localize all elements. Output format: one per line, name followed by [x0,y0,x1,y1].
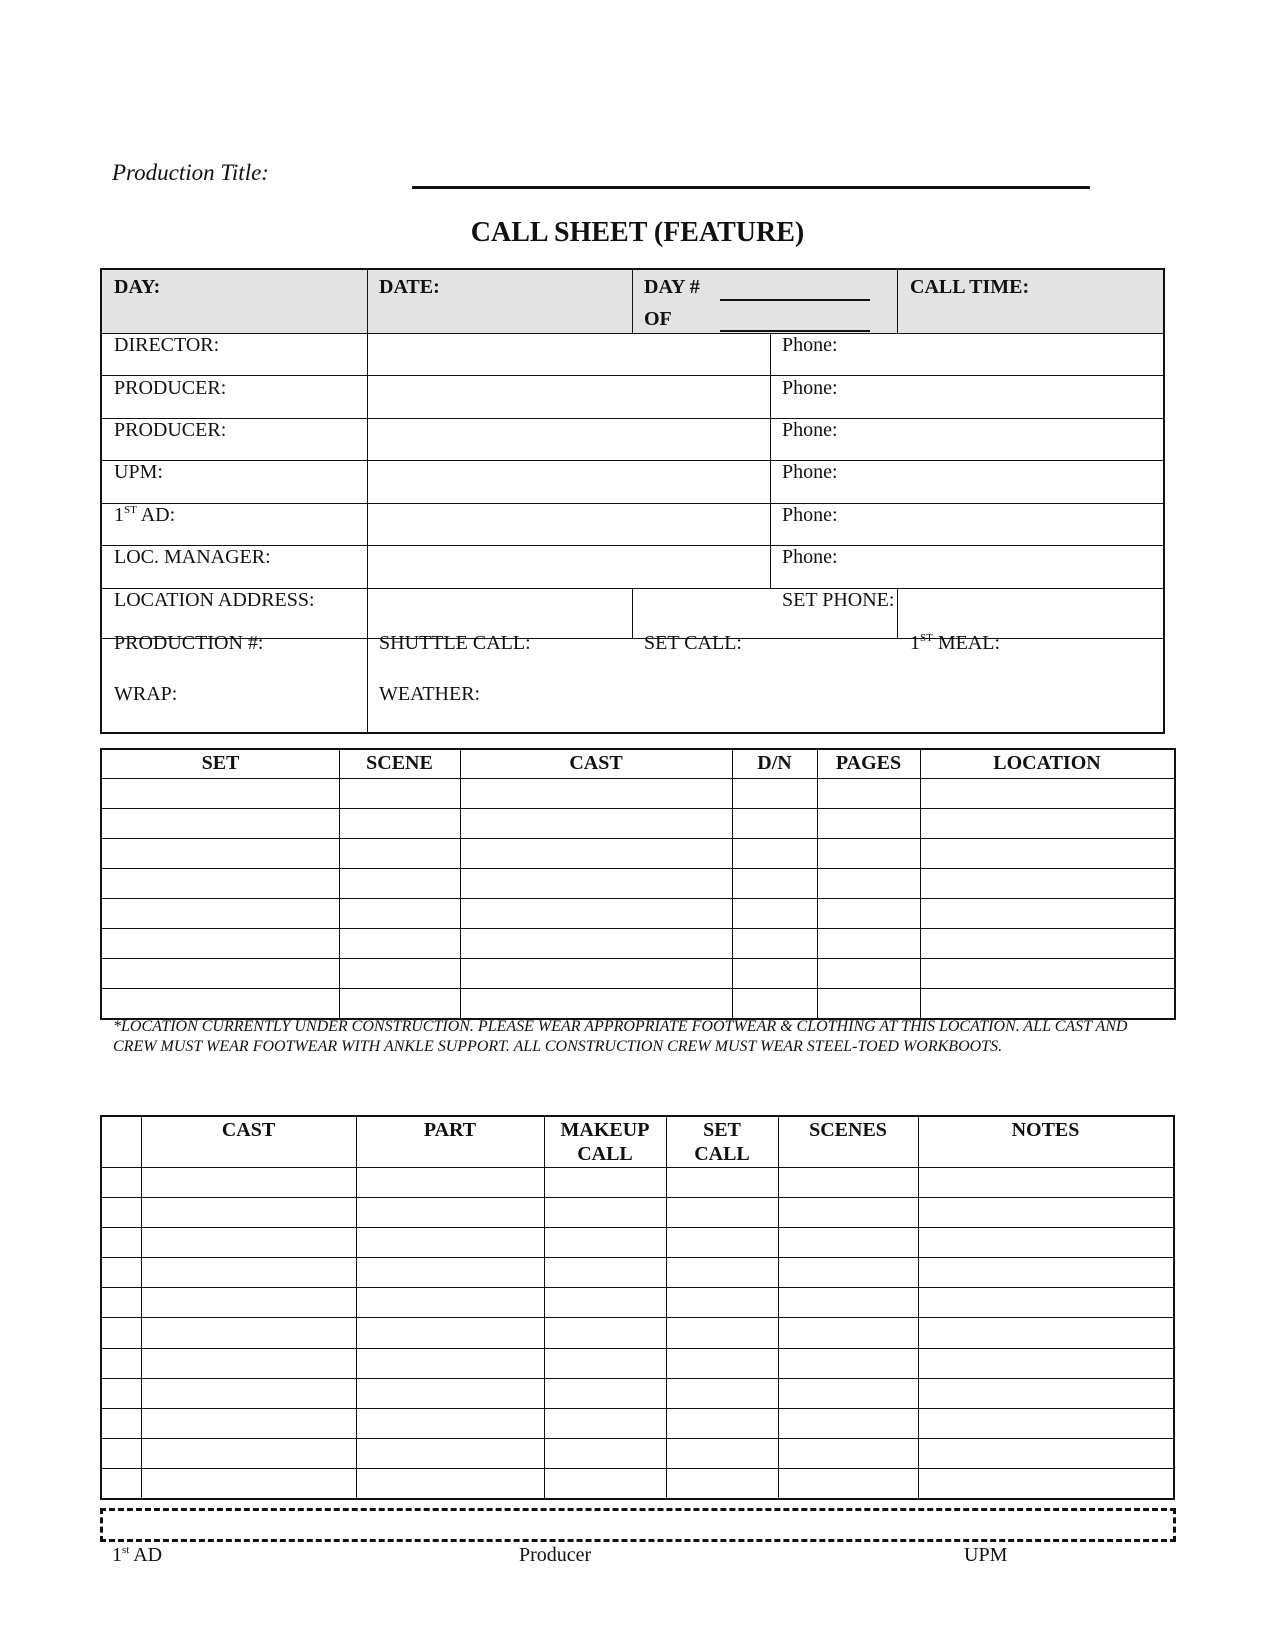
cast-cell[interactable] [141,1348,356,1378]
schedule-cell[interactable] [817,988,920,1018]
cast-cell[interactable] [102,1227,141,1257]
cast-cell[interactable] [918,1378,1173,1408]
day-number-field[interactable] [720,299,870,301]
schedule-cell[interactable] [920,958,1174,988]
cast-cell[interactable] [666,1317,778,1347]
schedule-cell[interactable] [732,778,817,808]
schedule-table [100,748,1176,1020]
cast-cell[interactable] [778,1378,918,1408]
schedule-cell[interactable] [339,898,460,928]
cast-cell[interactable] [544,1348,666,1378]
shuttle-call-label: SHUTTLE CALL: [379,632,531,654]
schedule-cell[interactable] [102,838,339,868]
schedule-cell[interactable] [732,808,817,838]
schedule-cell[interactable] [460,778,732,808]
cast-cell[interactable] [666,1227,778,1257]
schedule-header-dn: D/N [757,752,792,774]
wrap-label: WRAP: [114,683,178,705]
signature-box[interactable] [100,1508,1176,1542]
cast-cell[interactable] [544,1317,666,1347]
schedule-header-pages: PAGES [835,752,902,774]
schedule-cell[interactable] [339,778,460,808]
cast-cell[interactable] [141,1197,356,1227]
schedule-cell[interactable] [920,778,1174,808]
cast-cell[interactable] [778,1348,918,1378]
schedule-cell[interactable] [102,868,339,898]
cast-cell[interactable] [544,1167,666,1197]
schedule-cell[interactable] [920,808,1174,838]
schedule-cell[interactable] [732,928,817,958]
cast-cell[interactable] [356,1167,544,1197]
cast-cell[interactable] [544,1257,666,1287]
cast-cell[interactable] [778,1197,918,1227]
schedule-cell[interactable] [920,838,1174,868]
cast-cell[interactable] [544,1378,666,1408]
producer-signature-label: Producer [519,1544,592,1566]
cast-cell[interactable] [141,1167,356,1197]
schedule-header-location: LOCATION [993,752,1101,774]
cast-cell[interactable] [102,1317,141,1347]
cast-cell[interactable] [102,1468,141,1498]
cast-cell[interactable] [918,1348,1173,1378]
schedule-cell[interactable] [817,778,920,808]
schedule-cell[interactable] [339,928,460,958]
loc-manager-phone-label: Phone: [782,546,838,568]
cast-cell[interactable] [918,1438,1173,1468]
first-ad-label: 1ST AD: [114,504,176,526]
cast-cell[interactable] [778,1468,918,1498]
cast-cell[interactable] [778,1227,918,1257]
schedule-cell[interactable] [460,958,732,988]
schedule-cell[interactable] [339,958,460,988]
schedule-cell[interactable] [920,928,1174,958]
cast-cell[interactable] [356,1348,544,1378]
day-number-label: DAY # [644,276,700,298]
cast-cell[interactable] [778,1317,918,1347]
cast-header-part: PART [423,1119,477,1141]
schedule-cell[interactable] [920,898,1174,928]
schedule-cell[interactable] [920,988,1174,1018]
schedule-cell[interactable] [460,988,732,1018]
schedule-cell[interactable] [732,988,817,1018]
schedule-cell[interactable] [102,778,339,808]
production-number-label: PRODUCTION #: [114,632,264,654]
cast-cell[interactable] [141,1378,356,1408]
cast-cell[interactable] [666,1287,778,1317]
production-title-field[interactable] [412,186,1090,189]
cast-cell[interactable] [141,1287,356,1317]
cast-cell[interactable] [356,1227,544,1257]
cast-cell[interactable] [356,1197,544,1227]
production-title-label: Production Title: [112,160,269,185]
cast-cell[interactable] [778,1287,918,1317]
cast-header-cast: CAST [221,1119,276,1141]
cast-table [100,1115,1175,1500]
cast-cell[interactable] [102,1167,141,1197]
schedule-cell[interactable] [817,898,920,928]
cast-cell[interactable] [356,1317,544,1347]
schedule-cell[interactable] [102,898,339,928]
weather-label: WEATHER: [379,683,481,705]
loc-manager-label: LOC. MANAGER: [114,546,271,568]
cast-cell[interactable] [918,1408,1173,1438]
schedule-cell[interactable] [339,988,460,1018]
schedule-cell[interactable] [732,958,817,988]
first-meal-label: 1ST MEAL: [910,632,1001,654]
director-phone-label: Phone: [782,334,838,356]
document-title: CALL SHEET (FEATURE) [470,217,805,248]
cast-cell[interactable] [666,1408,778,1438]
schedule-cell[interactable] [460,868,732,898]
call-time-label: CALL TIME: [910,276,1030,298]
cast-cell[interactable] [141,1257,356,1287]
schedule-cell[interactable] [817,808,920,838]
cast-cell[interactable] [666,1197,778,1227]
cast-cell[interactable] [102,1438,141,1468]
of-label: OF [644,308,672,330]
schedule-cell[interactable] [460,838,732,868]
cast-cell[interactable] [544,1227,666,1257]
upm-label: UPM: [114,461,163,483]
cast-cell[interactable] [141,1468,356,1498]
cast-cell[interactable] [666,1348,778,1378]
cast-cell[interactable] [918,1167,1173,1197]
cast-cell[interactable] [666,1438,778,1468]
schedule-cell[interactable] [920,868,1174,898]
schedule-cell[interactable] [732,898,817,928]
date-label: DATE: [379,276,440,298]
cast-cell[interactable] [778,1167,918,1197]
cast-cell[interactable] [666,1468,778,1498]
cast-cell[interactable] [918,1317,1173,1347]
cast-cell[interactable] [544,1287,666,1317]
cast-header-makeupcall: MAKEUP CALL [560,1119,650,1165]
cast-header-setcall: SET CALL [694,1119,750,1165]
schedule-cell[interactable] [817,928,920,958]
day-label: DAY: [114,276,161,298]
schedule-cell[interactable] [732,838,817,868]
cast-cell[interactable] [141,1317,356,1347]
schedule-cell[interactable] [102,808,339,838]
cast-cell[interactable] [102,1408,141,1438]
cast-cell[interactable] [102,1348,141,1378]
cast-cell[interactable] [918,1257,1173,1287]
schedule-cell[interactable] [817,838,920,868]
cast-cell[interactable] [102,1257,141,1287]
set-call-label: SET CALL: [644,632,742,654]
cast-cell[interactable] [666,1257,778,1287]
schedule-cell[interactable] [102,928,339,958]
cast-cell[interactable] [356,1257,544,1287]
upm-phone-label: Phone: [782,461,838,483]
producer-phone-label: Phone: [782,377,838,399]
schedule-header-cast: CAST [569,752,623,774]
cast-cell[interactable] [102,1197,141,1227]
schedule-cell[interactable] [817,958,920,988]
cast-header-scenes: SCENES [809,1119,887,1141]
schedule-cell[interactable] [732,868,817,898]
cast-cell[interactable] [356,1378,544,1408]
cast-cell[interactable] [356,1438,544,1468]
cast-cell[interactable] [778,1257,918,1287]
schedule-cell[interactable] [339,838,460,868]
call-info-box [100,268,1165,734]
schedule-cell[interactable] [460,808,732,838]
cast-cell[interactable] [356,1468,544,1498]
schedule-cell[interactable] [339,808,460,838]
cast-cell[interactable] [102,1378,141,1408]
cast-cell[interactable] [544,1468,666,1498]
cast-cell[interactable] [778,1408,918,1438]
cast-cell[interactable] [918,1227,1173,1257]
producer-2-phone-label: Phone: [782,419,838,441]
upm-signature-label: UPM [964,1544,1008,1566]
schedule-header-scene: SCENE [366,752,433,774]
cast-cell[interactable] [544,1438,666,1468]
schedule-cell[interactable] [460,928,732,958]
producer-2-label: PRODUCER: [114,419,227,441]
schedule-cell[interactable] [102,988,339,1018]
cast-cell[interactable] [102,1287,141,1317]
set-phone-label: SET PHONE: [782,589,895,611]
schedule-header-set: SET [201,752,240,774]
cast-cell[interactable] [918,1468,1173,1498]
cast-cell[interactable] [666,1378,778,1408]
cast-cell[interactable] [141,1438,356,1468]
of-field[interactable] [720,330,870,332]
schedule-cell[interactable] [102,958,339,988]
schedule-cell[interactable] [817,868,920,898]
cast-cell[interactable] [666,1167,778,1197]
schedule-cell[interactable] [339,868,460,898]
cast-cell[interactable] [141,1408,356,1438]
cast-cell[interactable] [356,1287,544,1317]
cast-header-notes: NOTES [1011,1119,1080,1141]
cast-cell[interactable] [544,1197,666,1227]
producer-label: PRODUCER: [114,377,227,399]
cast-cell[interactable] [356,1408,544,1438]
location-address-label: LOCATION ADDRESS: [114,589,315,611]
cast-cell[interactable] [918,1287,1173,1317]
first-ad-phone-label: Phone: [782,504,838,526]
cast-cell[interactable] [778,1438,918,1468]
cast-cell[interactable] [544,1408,666,1438]
location-note: *LOCATION CURRENTLY UNDER CONSTRUCTION. PLEASE WEAR APPROPRIATE FOOTWEAR & CLOTHING AT THIS LOCATION. ALL CAST AND CREW MUST WEAR FOOTWEAR WITH ANKLE SUPPORT. ALL CONSTRUCTION CREW MUST WEAR STEEL-TOED WORKBOOTS. [113,1018,1128,1055]
cast-cell[interactable] [918,1197,1173,1227]
first-ad-signature-label: 1st AD [112,1544,163,1566]
schedule-cell[interactable] [460,898,732,928]
cast-cell[interactable] [141,1227,356,1257]
director-label: DIRECTOR: [114,334,220,356]
